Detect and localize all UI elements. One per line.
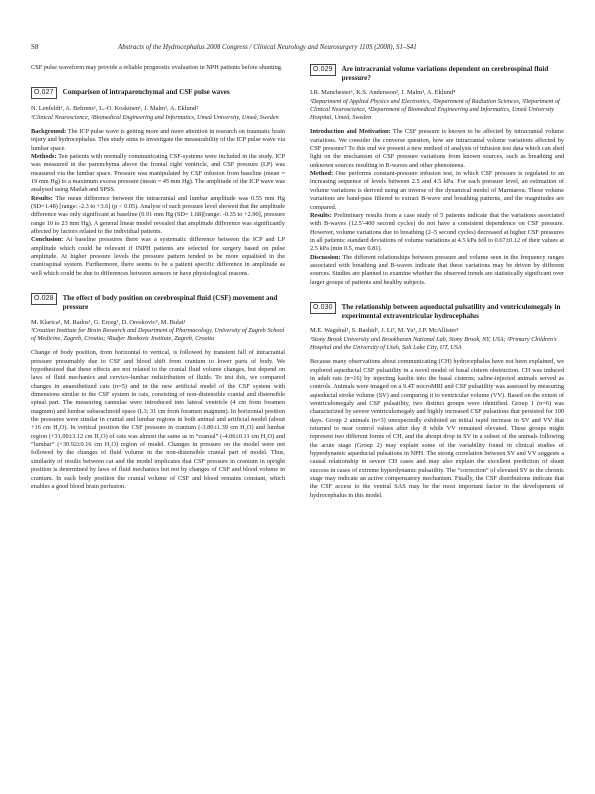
section-label: Method: — [310, 170, 334, 178]
abstract-o029 — [310, 64, 564, 287]
results-section — [31, 195, 285, 237]
discussion-section — [310, 254, 564, 287]
background-section — [31, 128, 285, 153]
abstract-header — [310, 64, 564, 83]
section-label: Conclusion: — [31, 236, 64, 244]
abstract-header — [31, 87, 285, 99]
abstract-number: O.027 — [31, 87, 57, 99]
abstract-number: O.029 — [310, 64, 336, 76]
results-section — [310, 212, 564, 254]
section-label: Discussion: — [310, 253, 341, 261]
abstract-header — [31, 293, 285, 312]
abstract-o028 — [31, 293, 285, 491]
affiliation: ¹Stony Brook University and Brookhaven National Lab, Stony Brook, NY, USA; ²Primary Children’s Hospital and the University of Utah, Salt Lake City, UT, USA — [310, 335, 557, 351]
journal-citation: Abstracts of the Hydrocephalus 2008 Congress / Clinical Neurology and Neurosurgery 110S (2008), S1–S41 — [118, 44, 417, 51]
section-text: The different relationships between pressure and volume seen in the frequency ranges associated with breathing and B-waves indicate that these variations may be driven by different sources. Studies are planned to examine whether the observed trends are statistically significant over larger groups of patients and healthy subjects. — [310, 253, 564, 286]
section-text: One performs constant-pressure infusion test, in which CSF pressure is regulated to an increasing sequence of levels between 2.5 and 4.5 kPa. For each pressure level, an estimation of volume variations is derived using an inverse of the dynamical model of Marmarou. These volume variations are band-pass filtered to extract B-wave and breathing patterns, and the magnitudes are compared. — [310, 170, 564, 211]
section-label: Methods: — [31, 152, 57, 160]
affiliation: ¹Clinical Neuroscience, ²Biomedical Engineering and Informatics, Umeå University, Umeå, Sweden — [31, 113, 279, 121]
section-text: At baseline pressures there was a systematic difference between the ICP and LP amplitude which could be relevant if INPH patients are selected for surgery based on pulse amplitude. At higher pressure levels the pressure pattern tended to be more equalised in the craniospinal system. Furthermore, there seems to be a patient specific difference in amplitude as well which could be due to differences between sensors or have physiological reasons. — [31, 236, 285, 277]
abstract-title: Are intracranial volume variations dependent on cerebrospinal fluid pressure? — [341, 65, 549, 83]
affiliation: ¹Department of Applied Physics and Electronics, ²Department of Radiation Sciences, ³Department of Clinical Neuroscience, ⁴Department of Biomedical Engineering and Informatics, Umeå University Hospital, Umeå, Sweden — [310, 97, 560, 122]
section-label: Background: — [31, 127, 67, 135]
abstract-o027 — [31, 87, 285, 278]
section-text: The mean difference between the intracranial and lumbar amplitude was 0.55 mm Hg (SD=1.48) [range: -2.3 to +3.6] (p < 0.05). Analyse of each pressure level showed that the amplitude difference was only significant at baseline (0.91 mm Hg (SD= 1.68)[range: -0.35 to +2.90], pressure range 10 to 23 mm Hg). A general linear model revealed that amplitude difference was significantly affected by factors related to the individual patients. — [31, 194, 285, 236]
section-label: Results: — [31, 194, 53, 202]
section-text: Preliminary results from a case study of 5 patients indicate that the variations associated with B-waves (12.5'-400 second cycles) do not have a consistent dependence on CSF pressure. However, volume variations due to breathing (2–5 second cycles) decreased at higher CSF pressures in all patients: standard deviations of volume variations at 4.5 kPa fell to 0.67±0.12 of their values at 2.5 kPa (min 0.5, max 0.81). — [310, 211, 564, 253]
conclusion-section — [31, 236, 285, 278]
section-text: The ICP pulse wave is getting more and more attention in research on traumatic brain injury and hydrocephalus. This study aims to investigate the measurability of the ICP pulse wave via lumbar space. — [31, 127, 285, 152]
abstract-number: O.028 — [31, 293, 57, 305]
abstract-number: O.030 — [310, 302, 336, 314]
continued-paragraph: CSF pulse waveform may provide a reliable prognostic evaluation in NPH patients before shunting. — [31, 64, 283, 71]
abstract-body: Because many observations about communicating (CH) hydrocephalus have not been explained, we explored aqueductal CSF pulsatility in a novel model of basal cistern obstruction. CH was induced in adult rats (n=16) by injecting kaolin into the basal cisterns; saline-injected animals served as controls. Animals were imaged on a 9.4T microMRI and CSF pulsatility was assessed by measuring aqueductal stroke volume (SV) and comparing it to ventricular volume (VV). Based on the extent of ventriculomegaly and CSF pulsatility, two distinct groups were identified. Group 1 (n=6) was characterized by severe ventriculomegaly and highly increased CSF pulsations that persisted for 100 days. Group 2 animals (n=3) unexpectedly exhibited an initial rapid increase in SV and VV that returned to near control values after day 8 while VV remained elevated. These groups might represent two different forms of CH, and the abrupt drop in SV in a subset of the animals following the acute stage (Group 2) may explain some of the variability found in clinical studies of hyperdynamic aqueductal pulsations in NPH. The strong correlation between SV and VV suggests a causal relationship in severe CH cases and may also explain the excellent prediction of shunt success in cases of extreme hyperdynamic pulsatility. The “correction” of elevated SV in the chronic stage may indicate an active compensatory mechanism. Finally, the CSF distributions indicate that the CSF access to the ventral SAS may be the most important factor in the development of hydrocephalus in this model. — [310, 358, 564, 499]
abstract-header — [310, 302, 564, 321]
abstract-title: The relationship between aqueductal pulsatility and ventriculomegaly in experimental extraventricular hydrocephalus — [341, 302, 561, 321]
methods-section — [31, 153, 285, 195]
author-list: N. Lenfeldt¹, A. Behrens¹, L.-O. Koskinen¹, J. Malm¹, A. Eklund² — [31, 105, 199, 113]
introduction-section — [310, 128, 564, 170]
abstract-o030 — [310, 302, 564, 500]
right-column — [310, 64, 564, 500]
author-list: M. Klarica¹, M. Rados¹, G. Erceg¹, D. Oreskovic², M. Bulat¹ — [31, 318, 186, 326]
author-list: I.R. Manchester¹, K.S. Andersson², J. Malm³, A. Eklund⁴ — [310, 89, 456, 97]
section-text: Ten patients with normally communicating CSF-systems were included in the study. ICP was measured in the parenchyma above the frontal right ventricle, and CSF pressure (LP) was measured via the lumbar space. Pressure was manipulated by CSF infusion from baseline (mean = 19 mm Hg) to a maximum excess pressure (mean = 45 mm Hg). The amplitude of the ICP wave was analysed using Matlab and SPSS. — [31, 152, 285, 194]
section-text: The CSF pressure is known to be affected by intracranial volume variations. We consider the converse question, how are intracranial volume variations affected by CSF pressure? To this end we present a new method of analysis of infusion test data which can shed light on the mechanism of CSF pressure variations from known sources, such as breathing and unknown sources resulting in B-waves and other phenomena. — [310, 128, 564, 169]
abstract-title: Comparison of intraparenchymal and CSF pulse waves — [62, 88, 230, 97]
abstract-body: Change of body position, from horizontal to vertical, is followed by transient fall of intracranial pressure presumably due to CSF and blood shift from cranium to lower parts of body. We hypothesized that these effects are not related to the cranial fluid volume changes, but depend on laws of fluid mechanics and cervico-lumbar redistribution of fluids. To test this, we compared changes in anaesthetized cats (n=5) and in the new artificial model of the CSF system with dimensions similar to the CSF system in cats, consisting of non-distensible cranial and distensible spinal part. The measuring cannulae were introduced into lateral ventricle (4 cm from foramen magnum) and lumbar subarachnoid space (L3; 31 cm from foramen magnum). In horizontal position the pressures were similar in cranial and lumbar regions in both animal and artificial model (about +16 cm H₂O). In vertical position the CSF pressure in cranium (-3.80±1.39 cm H₂O) and lumbar region (+31.00±3.12 cm H₂O) of cats was almost the same as in “cranial” (-4.06±0.11 cm H₂O) and “lumbar” (+30.92±0.16 cm H₂O) region of model. Changes in pressure on the model were not followed by the changes of fluid volume in the non-distensible cranial part of model. Thus, similarity of results between cat and the model implicates that CSF pressure in cranium in upright position is determined by laws of fluid mechanics but not by changes of CSF and blood volume in cranium. In each body position the cranial volume of CSF and blood remains constant, which enables a good blood brain perfusion. — [31, 349, 285, 490]
section-label: Introduction and Motivation: — [310, 128, 391, 136]
section-label: Results: — [310, 211, 332, 219]
method-section — [310, 170, 564, 212]
left-column — [31, 64, 285, 491]
affiliation: ¹Croatian Institute for Brain Research and Department of Pharmacology, University of Zagreb School of Medicine, Zagreb, Croatia; ²Rudjer Boskovic Institute, Zagreb, Croatia — [31, 326, 285, 343]
page-number: S8 — [31, 44, 39, 51]
abstract-title: The effect of body position on cerebrospinal fluid (CSF) movement and pressure — [62, 294, 278, 312]
author-list: M.E. Wagshul¹, S. Rashid¹, J. Li², M. Yu¹, J.P. McAllister² — [310, 327, 459, 335]
running-head — [31, 44, 564, 56]
